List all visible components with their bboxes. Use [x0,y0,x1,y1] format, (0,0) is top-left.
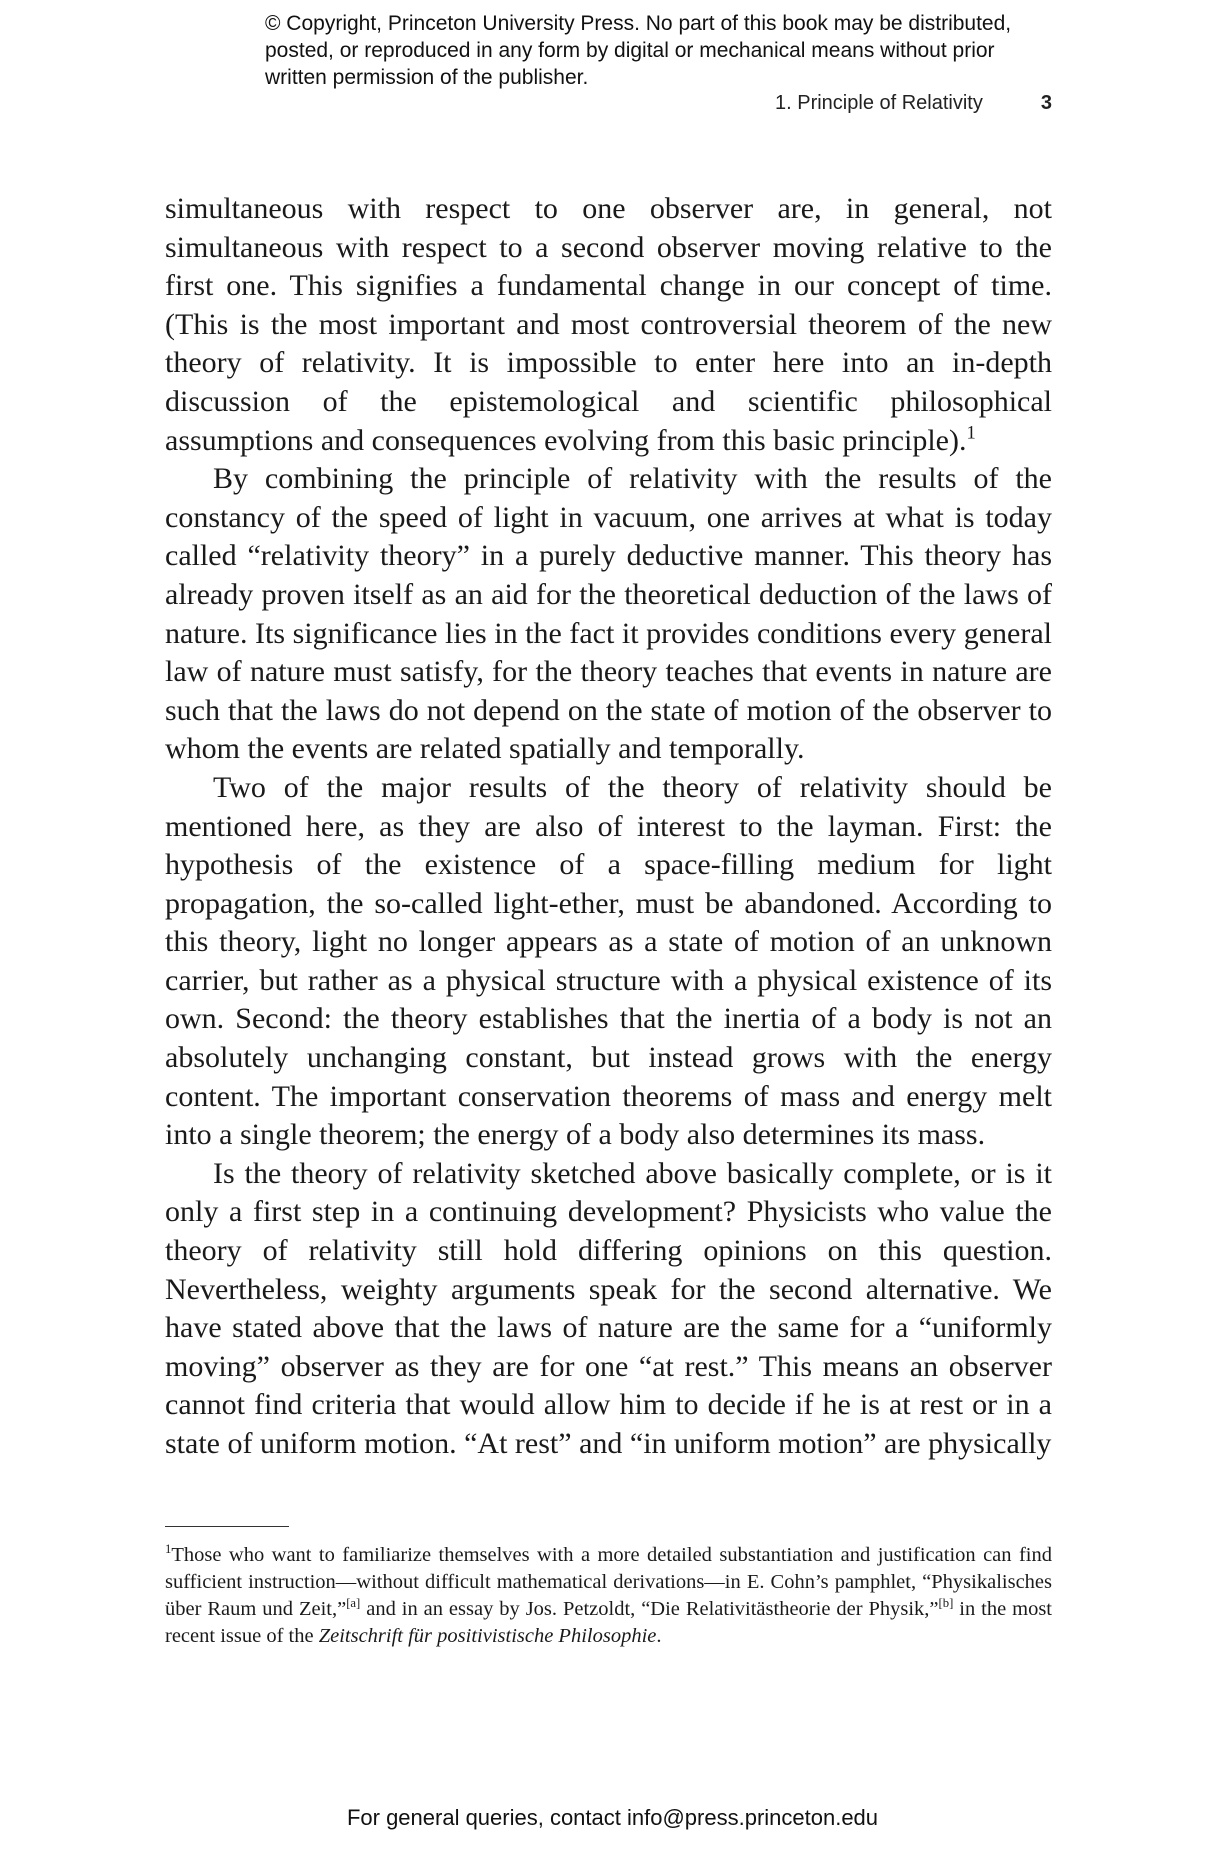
footnote-text-c: in the most recent issue of the [165,1598,1053,1647]
paragraph-1-text: simultaneous with respect to one observer are, in general, not simultaneous with respect to a second observer moving relative to the first one. This signifies a fundamental change in our concept of time. (This is the most important and most controversial theorem of the new theory of relativity. It is impossible to enter here into an in-depth discussion of the epistemological and scientific philosophical assumptions and consequences evolving from this basic principle). [165,192,1052,457]
footnote-marker: 1 [165,1542,172,1557]
footnote-text-b: and in an essay by Jos. Petzoldt, “Die Relativitästheorie der Physik,” [360,1598,939,1620]
journal-title: Zeitschrift für positivistische Philosophie [318,1625,657,1647]
paragraph-2: By combining the principle of relativity with the results of the constancy of the speed of light in vacuum, one arrives at what is today called “relativity theory” in a purely deductive manner. This theory has already proven itself as an aid for the theoretical deduction of the laws of nature. Its significance lies in the fact it provides conditions every general law of nature must satisfy, for the theory teaches that events in nature are such that the laws do not depend on the state of motion of the observer to whom the events are related spatially and temporally. [165,462,1052,766]
page-number: 3 [1040,92,1052,114]
footnote-reference: 1 [966,422,976,444]
paragraph-1 [165,190,1052,460]
editorial-note-ref-b: [b] [938,1596,954,1611]
footnote-1 [165,1542,1052,1650]
copyright-notice: © Copyright, Princeton University Press. No part of this book may be distributed, posted, or reproduced in any form by digital or mechanical means without prior written permission of the publisher. [265,12,1012,89]
paragraph-3: Two of the major results of the theory of relativity should be mentioned here, as they are also of interest to the layman. First: the hypothesis of the existence of a space-filling medium for light propagation, the so-called light-ether, must be abandoned. According to this theory, light no longer appears as a state of motion of an unknown carrier, but rather as a physical structure with a physical existence of its own. Second: the theory establishes that the inertia of a body is not an absolutely unchanging constant, but instead grows with the energy content. The important conservation theorems of mass and energy melt into a single theorem; the energy of a body also determines its mass. [165,770,1052,1152]
editorial-note-ref-a: [a] [346,1596,361,1611]
footnote-text-a: Those who want to familiarize themselves with a more detailed substantiation and justification can find sufficient instruction—without difficult mathematical derivations—in E. Cohn’s pamphlet, “Physikalisches über Raum und Zeit,” [165,1544,1052,1620]
running-head [0,92,1052,115]
paragraph-4: Is the theory of relativity sketched above basically complete, or is it only a first step in a continuing development? Physicists who value the theory of relativity still hold differing opinions on this question. Nevertheless, weighty arguments speak for the second alternative. We have stated above that the laws of nature are the same for a “uniformly moving” observer as they are for one “at rest.” This means an observer cannot find criteria that would allow him to decide if he is at rest or in a state of uniform motion. “At rest” and “in uniform motion” are physically [165,1156,1052,1460]
footnote-text-d: . [656,1625,662,1647]
body-text [165,190,1052,1464]
footnote [165,1542,1052,1650]
footnote-divider [165,1526,289,1527]
footer-contact: For general queries, contact info@press.princeton.edu [346,1805,879,1830]
chapter-title: 1. Principle of Relativity [775,92,983,114]
